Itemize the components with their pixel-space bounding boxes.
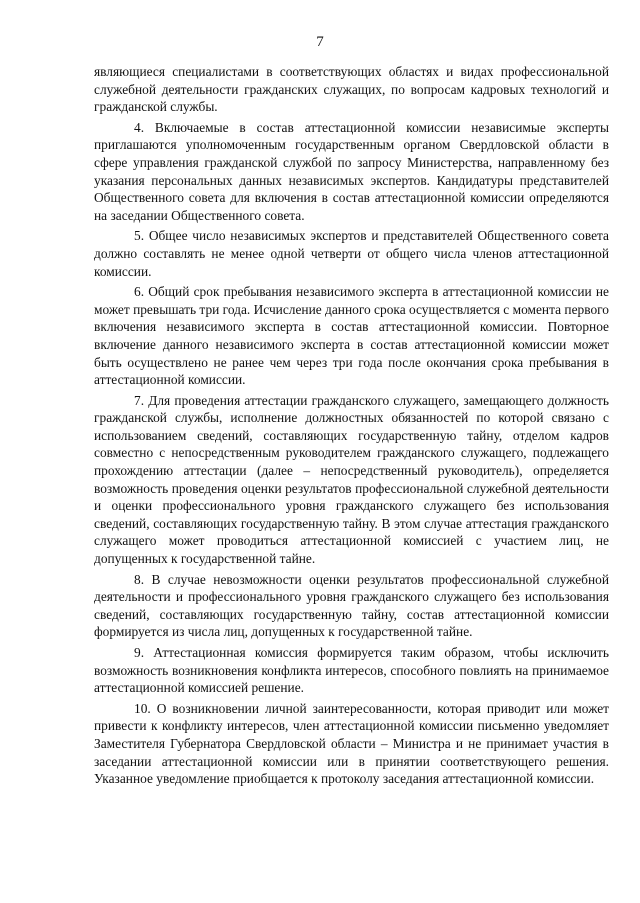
page-number: 7 bbox=[316, 34, 324, 50]
paragraph-10: 10. О возникновении личной заинтересованности, которая приводит или может привести к конфликту интересов, член аттестационной комиссии письменно уведомляет Заместителя Губернатора Свердловской области – Министра и не принимает участия в заседании аттестационной комиссии или в принятии соответствующего решения. Указанное уведомление приобщается к протоколу заседания аттестационной комиссии. bbox=[94, 700, 609, 787]
paragraph-5: 5. Общее число независимых экспертов и представителей Общественного совета должно составлять не менее одной четверти от общего числа членов аттестационной комиссии. bbox=[94, 228, 609, 279]
paragraph-8: 8. В случае невозможности оценки результатов профессиональной служебной деятельности и профессионального уровня гражданского служащего без использования сведений, составляющих государственную тайну, состав аттестационной комиссии формируется из числа лиц, допущенных к государственной тайне. bbox=[94, 571, 609, 640]
paragraph-6: 6. Общий срок пребывания независимого эксперта в аттестационной комиссии не может превышать три года. Исчисление данного срока осуществляется с момента первого включения независимого эксперта в состав аттестационной комиссии. Повторное включение данного независимого эксперта в состав аттестационной комиссии может быть осуществлено не ранее чем через три года после окончания срока пребывания в аттестационной комиссии. bbox=[94, 284, 609, 388]
paragraph-4: 4. Включаемые в состав аттестационной комиссии независимые эксперты приглашаются уполномоченным государственным органом Свердловской области в сфере управления гражданской службой по запросу Министерства, направленному без указания персональных данных независимых экспертов. Кандидатуры представителей Общественного совета для включения в состав аттестационной комиссии определяются на заседании Общественного совета. bbox=[94, 119, 609, 223]
document-body bbox=[94, 63, 609, 788]
paragraph-7: 7. Для проведения аттестации гражданского служащего, замещающего должность гражданской службы, исполнение должностных обязанностей по которой связано с использованием сведений, составляющих государственную тайну, отделом кадров совместно с непосредственным руководителем гражданского служащего, подлежащего прохождению аттестации (далее – непосредственный руководитель), определяется возможность проведения оценки результатов профессиональной служебной деятельности и оценки профессионального уровня гражданского служащего без использования сведений, составляющих государственную тайну. В этом случае аттестация гражданского служащего может проводиться аттестационной комиссией с участием лиц, не допущенных к государственной тайне. bbox=[94, 392, 609, 567]
paragraph-9: 9. Аттестационная комиссия формируется таким образом, чтобы исключить возможность возникновения конфликта интересов, способного повлиять на принимаемое аттестационной комиссией решение. bbox=[94, 645, 609, 696]
paragraph-continuation: являющиеся специалистами в соответствующих областях и видах профессиональной служебной деятельности гражданских служащих, по вопросам кадровых технологий и гражданской службы. bbox=[94, 64, 609, 115]
